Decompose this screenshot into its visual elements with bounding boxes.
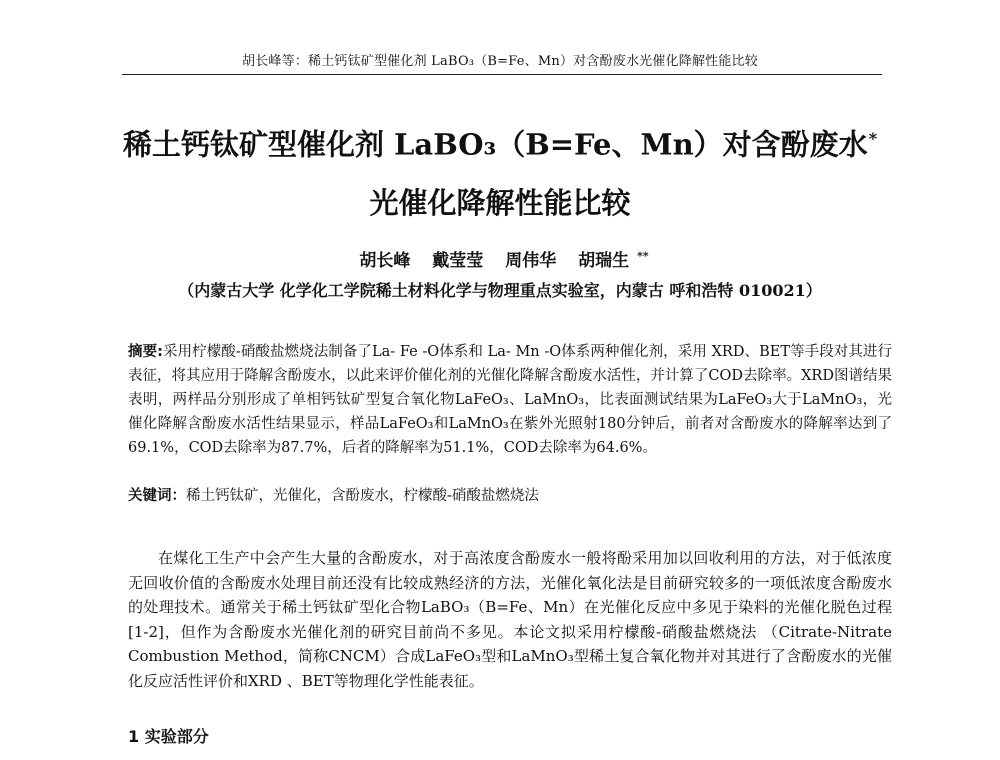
title-line-2: 光催化降解性能比较 [369,185,631,220]
intro-paragraph: 在煤化工生产中会产生大量的含酚废水，对于高浓度含酚废水一般将酚采用加以回收利用的方法，对于低浓度无回收价值的含酚废水处理目前还没有比较成熟经济的方法，光催化氧化法是目前研究较多的一项低浓度含酚废水的处理技术。通常关于稀土钙钛矿型化合物LaBO₃（B=Fe、Mn）在光催化反应中多见于染料的光催化脱色过程[1-2]，但作为含酚废水光催化剂的研究目前尚不多见。本论文拟采用柠檬酸-硝酸盐燃烧法 （Citrate-Nitrate Combustion Method，简称CNCM）合成LaFeO₃型和LaMnO₃型稀土复合氧化物并对其进行了含酚废水的光催化反应活性评价和XRD 、BET等物理化学性能表征。 [128,549,892,690]
section-heading: 1 实验部分 [128,727,209,746]
keywords-text: 稀土钙钛矿，光催化，含酚废水，柠檬酸-硝酸盐燃烧法 [186,488,539,504]
title-line-1-text: 稀土钙钛矿型催化剂 LaBO₃（B=Fe、Mn）对含酚废水 [122,127,868,162]
affiliation: （内蒙古大学 化学化工学院稀土材料化学与物理重点实验室，内蒙古 呼和浩特 010021） [178,281,822,300]
author-name: 戴莹莹 [432,251,484,271]
corresponding-author-mark: ** [637,249,649,263]
paper-title [120,110,880,232]
running-head: 胡长峰等：稀土钙钛矿型催化剂 LaBO₃（B=Fe、Mn）对含酚废水光催化降解性能比较 [242,54,758,69]
abstract [128,340,892,460]
header-rule [122,74,882,75]
keywords-label: 关键词： [128,488,186,504]
author-name: 胡长峰 [359,251,411,271]
author-name: 周伟华 [505,251,557,271]
abstract-text: 采用柠檬酸-硝酸盐燃烧法制备了La- Fe -O体系和 La- Mn -O体系两种催化剂，采用 XRD、BET等手段对其进行表征，将其应用于降解含酚废水，以此来评价催化剂的光催化降解含酚废水活性，并计算了COD去除率。XRD图谱结果表明，两样品分别形成了单相钙钛矿型复合氧化物LaFeO₃、LaMnO₃，比表面测试结果为LaFeO₃大于LaMnO₃，光催化降解含酚废水活性结果显示，样品LaFeO₃和LaMnO₃在紫外光照射180分钟后，前者对含酚废水的降解率达到了69.1%，COD去除率为87.7%，后者的降解率为51.1%，COD去除率为64.6%。 [128,344,892,456]
title-footnote-mark: * [868,129,878,148]
author-list [0,246,1000,271]
abstract-label: 摘要: [128,344,163,360]
title-line-1 [120,110,880,174]
keywords [128,484,892,508]
author-name: 胡瑞生 [578,251,630,271]
